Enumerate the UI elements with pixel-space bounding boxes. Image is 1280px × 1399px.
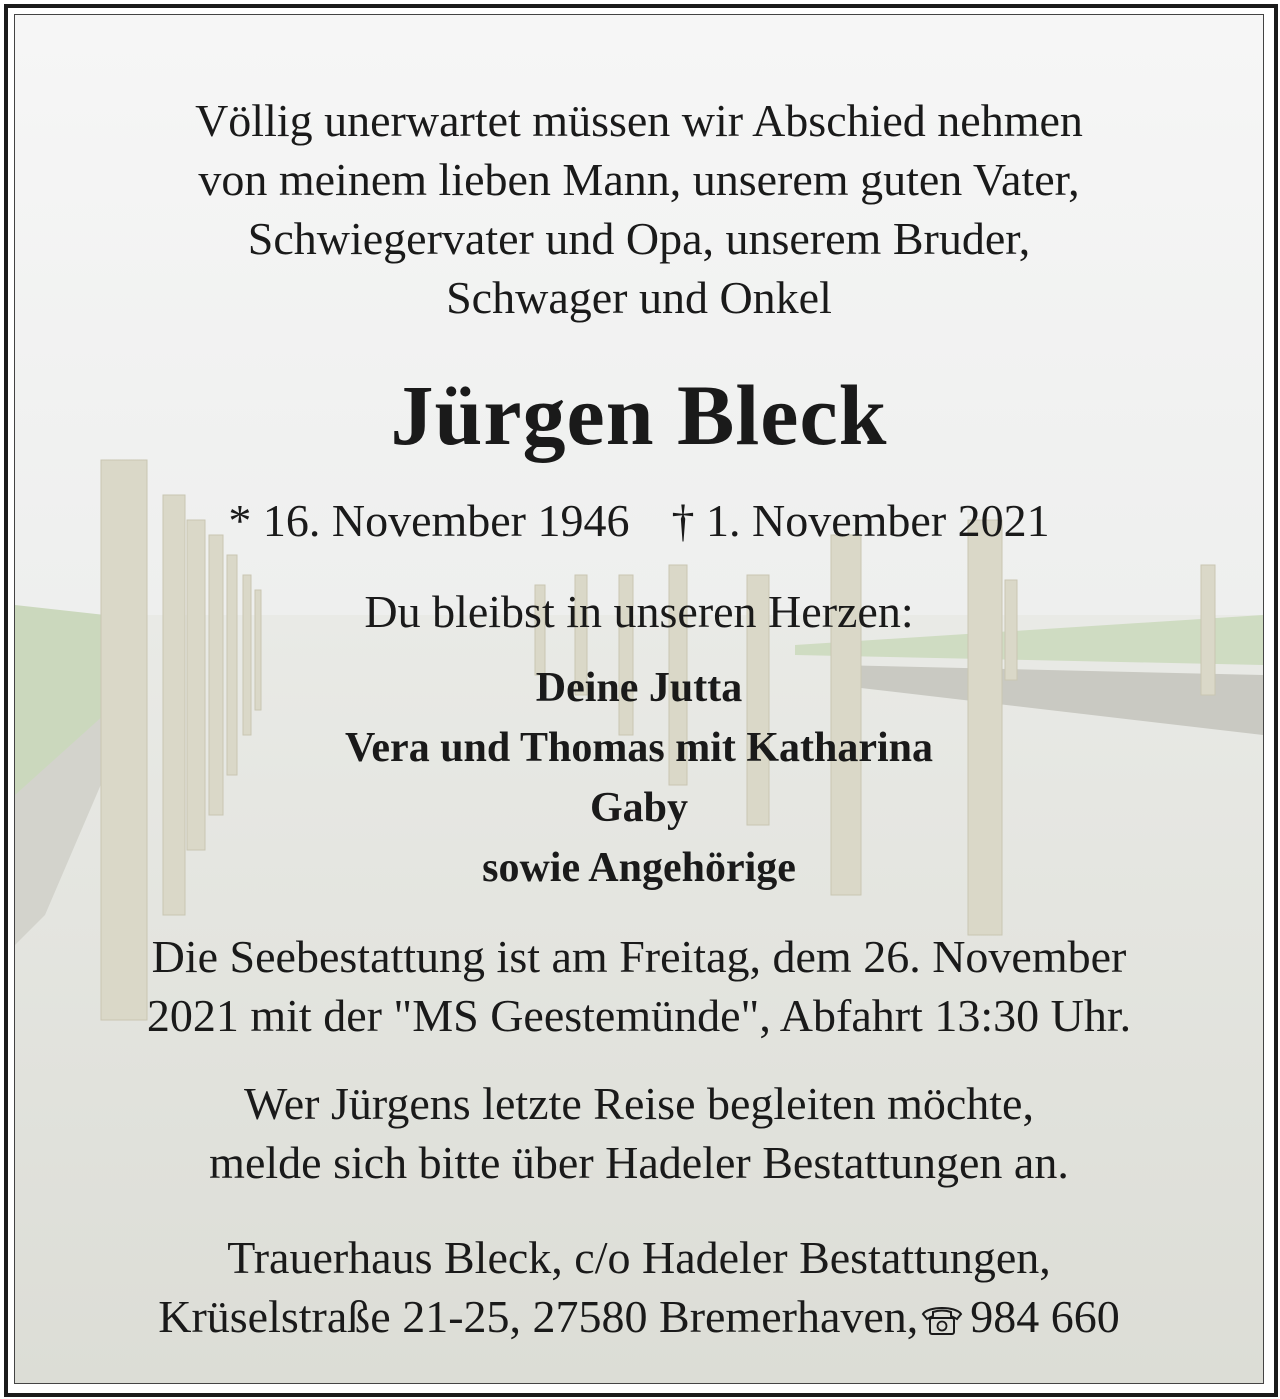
intro-line: Schwiegervater und Opa, unserem Bruder, [247, 213, 1031, 264]
family-line: Gaby [589, 785, 689, 831]
deceased-name: Jürgen Bleck [390, 367, 888, 463]
farewell-line: Du bleibst in unseren Herzen: [364, 586, 914, 637]
intro-line: von meinem lieben Mann, unserem guten Vater, [198, 154, 1080, 205]
phone-number: 984 660 [970, 1291, 1120, 1342]
funeral-line: 2021 mit der "MS Geestemünde", Abfahrt 13:30 Uhr. [146, 990, 1132, 1041]
life-dates [15, 491, 1263, 550]
family-line: sowie Angehörige [482, 845, 796, 891]
inner-frame [14, 14, 1264, 1384]
funeral-line: Die Seebestattung ist am Freitag, dem 26. November [151, 931, 1127, 982]
telephone-icon [920, 1292, 964, 1351]
family-line: Deine Jutta [535, 665, 743, 711]
attendance-line: melde sich bitte über Hadeler Bestattungen an. [209, 1137, 1069, 1188]
intro-line: Völlig unerwartet müssen wir Abschied nehmen [195, 95, 1083, 146]
death-date: † 1. November 2021 [671, 495, 1050, 546]
attendance-line: Wer Jürgens letzte Reise begleiten möchte, [244, 1078, 1034, 1129]
address-line [15, 1287, 1263, 1351]
address-line: Trauerhaus Bleck, c/o Hadeler Bestattungen, [227, 1232, 1051, 1283]
birth-date: * 16. November 1946 [228, 495, 630, 546]
intro-line: Schwager und Onkel [446, 272, 832, 323]
address-street: Krüselstraße 21-25, 27580 Bremerhaven, [158, 1291, 919, 1342]
family-line: Vera und Thomas mit Katharina [344, 725, 934, 771]
